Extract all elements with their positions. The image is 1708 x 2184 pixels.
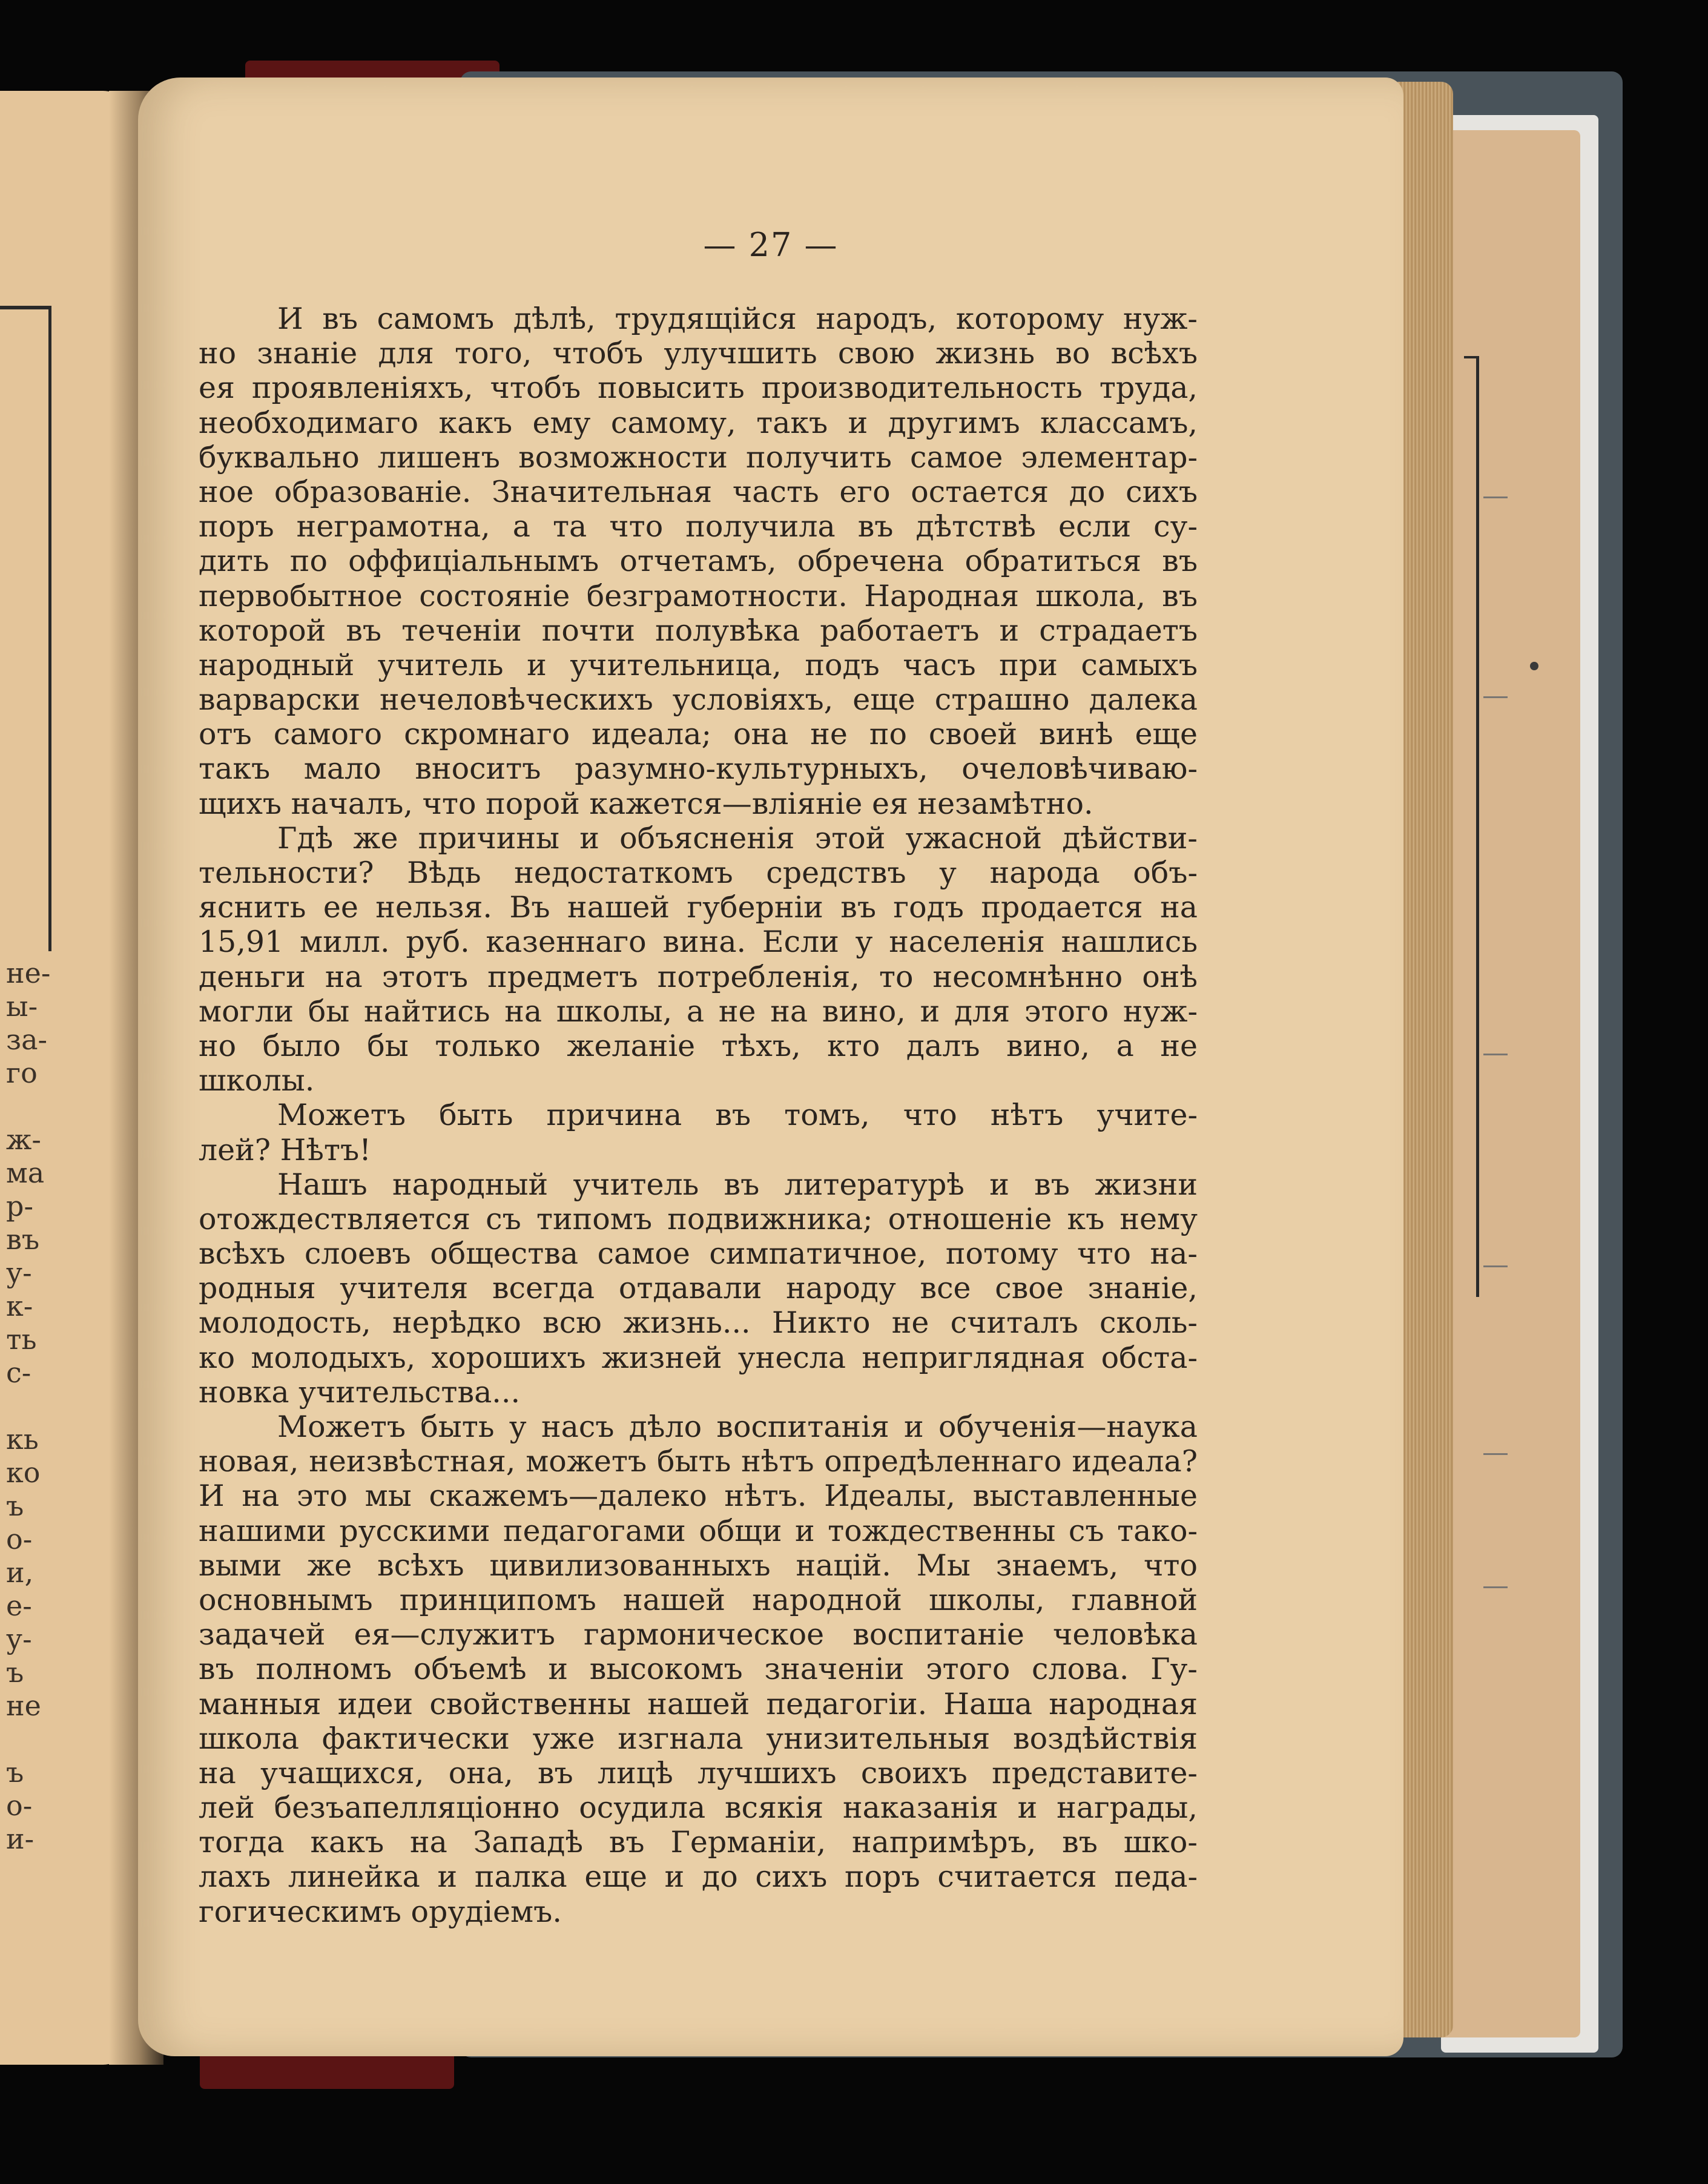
left-page-fragment: ъ <box>6 1756 24 1789</box>
text-line: задачей ея—служитъ гармоническое воспитаніе человѣка <box>199 1617 1198 1652</box>
left-page-frame <box>0 306 51 951</box>
left-page-fragment: ть <box>6 1323 37 1356</box>
text-line: первобытное состояніе безграмотности. Народная школа, въ <box>199 578 1198 613</box>
text-line: И въ самомъ дѣлѣ, трудящійся народъ, которому нуж- <box>277 302 1198 336</box>
page-edges <box>1396 82 1453 2037</box>
text-line: школы. <box>199 1063 315 1098</box>
text-line: дить по оффиціальнымъ отчетамъ, обречена обратиться въ <box>199 544 1198 579</box>
text-line: И на это мы скажемъ—далеко нѣтъ. Идеалы, выставленные <box>199 1479 1198 1514</box>
left-page-fragment: не <box>6 1689 41 1722</box>
left-page-fragment: ко <box>6 1456 41 1489</box>
text-line: нашими русскими педагогами общи и тождественны съ тако- <box>199 1513 1198 1548</box>
text-line: которой въ теченіи почти полувѣка работаетъ и страдаетъ <box>199 613 1198 648</box>
text-line: буквально лишенъ возможности получить самое элементар- <box>199 440 1198 475</box>
text-line: лей? Нѣтъ! <box>199 1132 371 1167</box>
left-page-fragment <box>6 1723 54 1756</box>
left-page-fragment: ы- <box>6 990 38 1023</box>
margin-dot <box>1530 662 1538 670</box>
left-page-fragment <box>6 1090 54 1123</box>
left-page-fragment: и, <box>6 1556 34 1589</box>
text-line: молодость, нерѣдко всю жизнь... Никто не считалъ сколь- <box>199 1305 1198 1341</box>
text-line: но было бы только желаніе тѣхъ, кто далъ вино, а не <box>199 1028 1198 1063</box>
text-line: ко молодыхъ, хорошихъ жизней унесла неприглядная обста- <box>199 1340 1198 1375</box>
left-page-fragment: о- <box>6 1789 33 1822</box>
right-page <box>138 78 1403 2056</box>
text-line: школа фактически уже изгнала унизительныя воздѣйствія <box>199 1721 1198 1756</box>
text-line: тогда какъ на Западѣ въ Германіи, напримѣръ, въ шко- <box>199 1825 1198 1860</box>
text-line: Можетъ быть причина въ томъ, что нѣтъ учите- <box>277 1098 1198 1133</box>
margin-tick <box>1483 1453 1508 1455</box>
text-line: необходимаго какъ ему самому, такъ и другимъ классамъ, <box>199 405 1198 440</box>
margin-tick <box>1483 1054 1508 1055</box>
left-page-fragment: ъ <box>6 1490 24 1522</box>
right-sheet-bracket <box>1464 356 1479 1297</box>
text-line: родныя учителя всегда отдавали народу все свое знаніе, <box>199 1271 1198 1306</box>
left-page-fragment: и- <box>6 1823 35 1855</box>
left-page-fragment: е- <box>6 1589 32 1622</box>
text-line: могли бы найтись на школы, а не на вино, и для этого нуж- <box>199 994 1198 1029</box>
left-page-fragment: у- <box>6 1256 32 1289</box>
text-line: выми же всѣхъ цивилизованныхъ націй. Мы знаемъ, что <box>199 1548 1198 1583</box>
left-page-fragment: ж- <box>6 1123 41 1156</box>
left-page-fragment: кь <box>6 1423 39 1456</box>
text-line: гогическимъ орудіемъ. <box>199 1894 562 1929</box>
text-line: манныя идеи свойственны нашей педагогіи. Наша народная <box>199 1686 1198 1721</box>
text-line: отождествляется съ типомъ подвижника; отношеніе къ нему <box>199 1201 1198 1236</box>
text-line: лей безъапелляціонно осудила всякія наказанія и награды, <box>199 1790 1198 1826</box>
left-page-fragment: о- <box>6 1523 33 1556</box>
left-page-fragment: въ <box>6 1223 40 1256</box>
left-page-fragment: за- <box>6 1023 48 1056</box>
text-line: деньги на этотъ предметъ потребленія, то несомнѣнно онѣ <box>199 959 1198 994</box>
page-number: — 27 — <box>703 226 839 264</box>
left-page-fragment: р- <box>6 1190 33 1222</box>
left-page-fragment: с- <box>6 1356 31 1389</box>
text-line: Нашъ народный учитель въ литературѣ и въ жизни <box>277 1167 1198 1202</box>
text-line: отъ самого скромнаго идеала; она не по своей винѣ еще <box>199 717 1198 752</box>
text-line: такъ мало вноситъ разумно-культурныхъ, очеловѣчиваю- <box>199 751 1198 787</box>
margin-tick <box>1483 696 1508 698</box>
tan-sheet-stack <box>1435 130 1580 2037</box>
margin-tick <box>1483 1586 1508 1588</box>
left-page-fragment: ъ <box>6 1656 24 1689</box>
left-page-fragment: не- <box>6 957 51 989</box>
text-line: ея проявленіяхъ, чтобъ повысить производительность труда, <box>199 371 1198 406</box>
text-line: новка учительства... <box>199 1374 521 1410</box>
text-line: въ полномъ объемѣ и высокомъ значеніи этого слова. Гу- <box>199 1652 1198 1687</box>
margin-tick <box>1483 497 1508 498</box>
left-page-fragment: ма <box>6 1156 45 1189</box>
left-page-fragment: у- <box>6 1623 32 1655</box>
text-line: Гдѣ же причины и объясненія этой ужасной дѣйстви- <box>277 820 1198 856</box>
text-line: яснить ее нельзя. Въ нашей губерніи въ годъ продается на <box>199 890 1198 925</box>
text-line: всѣхъ слоевъ общества самое симпатичное, потому что на- <box>199 1236 1198 1272</box>
text-line: лахъ линейка и палка еще и до сихъ поръ считается педа- <box>199 1859 1198 1895</box>
text-line: тельности? Вѣдь недостаткомъ средствъ у народа объ- <box>199 856 1198 890</box>
text-line: щихъ началъ, что порой кажется—вліяніе ея незамѣтно. <box>199 786 1093 821</box>
text-line: Можетъ быть у насъ дѣло воспитанія и обученія—наука <box>277 1410 1198 1444</box>
text-line: варварски нечеловѣческихъ условіяхъ, еще страшно далека <box>199 682 1198 718</box>
left-page-fragments <box>6 957 54 1856</box>
text-line: поръ неграмотна, а та что получила въ дѣтствѣ если су- <box>199 509 1198 544</box>
text-line: ное образованіе. Значительная часть его остается до сихъ <box>199 474 1198 509</box>
text-line: на учащихся, она, въ лицѣ лучшихъ своихъ представите- <box>199 1755 1198 1790</box>
text-line: новая, неизвѣстная, можетъ быть нѣтъ опредѣленнаго идеала? <box>199 1444 1198 1479</box>
text-line: но знаніе для того, чтобъ улучшить свою жизнь во всѣхъ <box>199 336 1198 371</box>
text-line: основнымъ принципомъ нашей народной школы, главной <box>199 1582 1198 1617</box>
left-page-fragment <box>6 1390 54 1423</box>
text-line: народный учитель и учительница, подъ часъ при самыхъ <box>199 647 1198 682</box>
left-page-fragment: го <box>6 1057 38 1089</box>
margin-tick <box>1483 1265 1508 1267</box>
left-page-fragment: к- <box>6 1290 33 1322</box>
page-text <box>199 302 1198 1929</box>
text-line: 15,91 милл. руб. казеннаго вина. Если у населенія нашлись <box>199 925 1198 960</box>
